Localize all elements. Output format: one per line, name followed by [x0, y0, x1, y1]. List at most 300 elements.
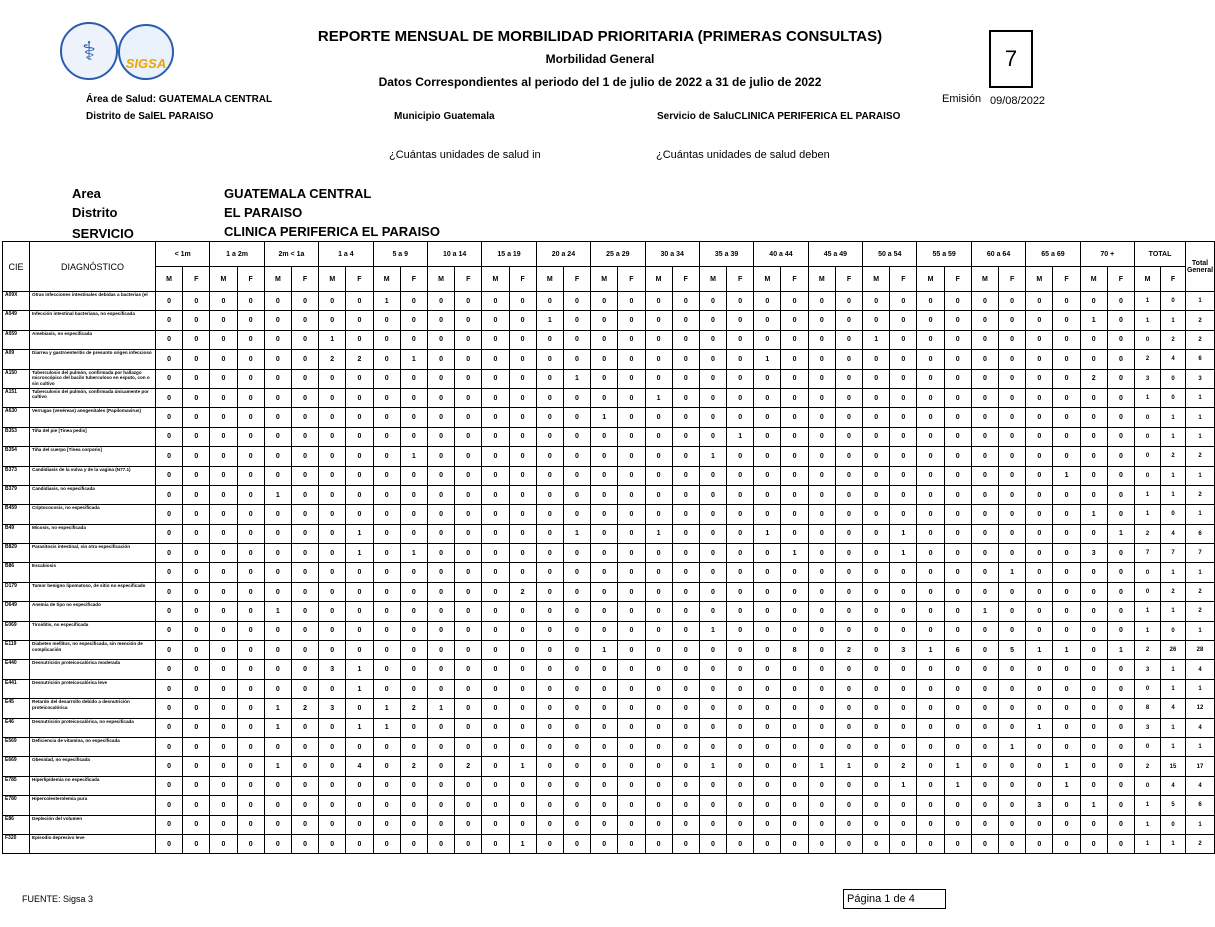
- table-row: [3, 524, 1215, 543]
- count-cell: 0: [808, 737, 835, 756]
- count-cell: 0: [509, 388, 536, 407]
- count-cell: 0: [455, 369, 482, 388]
- count-cell: 2: [319, 350, 346, 369]
- count-cell: 0: [699, 815, 726, 834]
- count-cell: 0: [210, 679, 237, 698]
- count-cell: 0: [237, 679, 264, 698]
- count-cell: 0: [210, 447, 237, 466]
- count-cell: 0: [1107, 350, 1134, 369]
- sex-header-f: F: [455, 267, 482, 292]
- total-cell: 2: [1135, 641, 1161, 660]
- count-cell: 0: [999, 660, 1026, 679]
- count-cell: 0: [156, 408, 183, 427]
- count-cell: 0: [183, 350, 210, 369]
- count-cell: 0: [999, 757, 1026, 776]
- count-cell: 0: [1053, 796, 1080, 815]
- count-cell: 0: [944, 524, 971, 543]
- count-cell: 0: [917, 350, 944, 369]
- count-cell: 0: [536, 544, 563, 563]
- count-cell: 1: [373, 292, 400, 311]
- total-cell: 4: [1161, 699, 1186, 718]
- count-cell: 0: [319, 602, 346, 621]
- count-cell: 0: [373, 834, 400, 853]
- count-cell: 8: [781, 641, 808, 660]
- total-cell: 7: [1161, 544, 1186, 563]
- count-cell: 0: [699, 582, 726, 601]
- count-cell: 0: [509, 350, 536, 369]
- sex-header-f: F: [509, 267, 536, 292]
- count-cell: 0: [971, 621, 998, 640]
- count-cell: 0: [156, 388, 183, 407]
- count-cell: 0: [563, 408, 590, 427]
- count-cell: 0: [645, 582, 672, 601]
- count-cell: 0: [863, 815, 890, 834]
- count-cell: 0: [917, 621, 944, 640]
- count-cell: 0: [264, 776, 291, 795]
- count-cell: 0: [536, 447, 563, 466]
- count-cell: 0: [618, 815, 645, 834]
- diagnosis-text: Tumor benigno lipomatoso, de sitio no especificado: [30, 582, 156, 601]
- count-cell: 0: [1080, 427, 1107, 446]
- cie-code: F320: [3, 834, 30, 853]
- count-cell: 0: [863, 641, 890, 660]
- count-cell: 0: [645, 505, 672, 524]
- count-cell: 0: [482, 350, 509, 369]
- count-cell: 0: [427, 388, 454, 407]
- count-cell: 0: [971, 699, 998, 718]
- count-cell: 0: [1107, 602, 1134, 621]
- count-cell: 0: [754, 602, 781, 621]
- table-row: [3, 447, 1215, 466]
- count-cell: 0: [482, 582, 509, 601]
- count-cell: 0: [699, 641, 726, 660]
- count-cell: 0: [999, 815, 1026, 834]
- count-cell: 0: [264, 350, 291, 369]
- count-cell: 0: [536, 563, 563, 582]
- count-cell: 0: [400, 292, 427, 311]
- count-cell: 1: [699, 447, 726, 466]
- count-cell: 0: [455, 544, 482, 563]
- count-cell: 0: [999, 330, 1026, 349]
- distrito-value: EL PARAISO: [224, 205, 303, 220]
- count-cell: 0: [645, 834, 672, 853]
- count-cell: 0: [291, 485, 318, 504]
- count-cell: 2: [509, 582, 536, 601]
- count-cell: 0: [591, 737, 618, 756]
- count-cell: 0: [563, 350, 590, 369]
- count-cell: 0: [509, 408, 536, 427]
- count-cell: 0: [264, 544, 291, 563]
- count-cell: 0: [237, 737, 264, 756]
- total-cell: 0: [1135, 447, 1161, 466]
- cie-code: A049: [3, 311, 30, 330]
- count-cell: 1: [1107, 524, 1134, 543]
- count-cell: 0: [237, 505, 264, 524]
- count-cell: 0: [890, 447, 917, 466]
- count-cell: 0: [808, 388, 835, 407]
- count-cell: 0: [291, 427, 318, 446]
- count-cell: 0: [863, 796, 890, 815]
- count-cell: 0: [482, 524, 509, 543]
- count-cell: 0: [645, 330, 672, 349]
- count-cell: 0: [427, 796, 454, 815]
- count-cell: 1: [264, 602, 291, 621]
- count-cell: 0: [1026, 466, 1053, 485]
- count-cell: 0: [971, 427, 998, 446]
- count-cell: 0: [754, 582, 781, 601]
- count-cell: 0: [944, 718, 971, 737]
- count-cell: 0: [509, 466, 536, 485]
- count-cell: 0: [373, 641, 400, 660]
- count-cell: 0: [890, 505, 917, 524]
- count-cell: 0: [536, 505, 563, 524]
- cie-header: CIE: [3, 242, 30, 292]
- count-cell: 0: [455, 602, 482, 621]
- sex-header-m: M: [591, 267, 618, 292]
- count-cell: 0: [781, 776, 808, 795]
- count-cell: 0: [618, 796, 645, 815]
- count-cell: 0: [944, 544, 971, 563]
- count-cell: 0: [944, 369, 971, 388]
- count-cell: 1: [400, 544, 427, 563]
- count-cell: 0: [944, 621, 971, 640]
- count-cell: 0: [482, 544, 509, 563]
- total-general-header: Total General: [1186, 242, 1215, 292]
- count-cell: 0: [863, 292, 890, 311]
- total-cell: 7: [1186, 544, 1215, 563]
- count-cell: 0: [591, 796, 618, 815]
- count-cell: 1: [1026, 641, 1053, 660]
- count-cell: 0: [264, 330, 291, 349]
- count-cell: 1: [754, 350, 781, 369]
- count-cell: 0: [591, 485, 618, 504]
- question-units-should: ¿Cuántas unidades de salud deben: [656, 149, 830, 161]
- count-cell: 0: [863, 834, 890, 853]
- count-cell: 0: [264, 427, 291, 446]
- table-row: [3, 582, 1215, 601]
- count-cell: 0: [1053, 621, 1080, 640]
- count-cell: 0: [509, 292, 536, 311]
- sex-header-m: M: [754, 267, 781, 292]
- count-cell: 0: [1026, 815, 1053, 834]
- count-cell: 0: [618, 679, 645, 698]
- table-row: [3, 660, 1215, 679]
- count-cell: 0: [427, 757, 454, 776]
- sex-header-f: F: [944, 267, 971, 292]
- count-cell: 0: [917, 699, 944, 718]
- count-cell: 0: [808, 582, 835, 601]
- count-cell: 0: [781, 796, 808, 815]
- count-cell: 0: [835, 505, 862, 524]
- table-row: [3, 505, 1215, 524]
- age-group-header: 5 a 9: [373, 242, 427, 267]
- count-cell: 0: [863, 544, 890, 563]
- count-cell: 0: [237, 660, 264, 679]
- diagnosis-text: Candidiasis, no especificada: [30, 485, 156, 504]
- count-cell: 0: [509, 524, 536, 543]
- count-cell: 0: [835, 485, 862, 504]
- cie-code: A150: [3, 369, 30, 388]
- count-cell: 0: [482, 757, 509, 776]
- count-cell: 0: [672, 292, 699, 311]
- count-cell: 0: [971, 369, 998, 388]
- count-cell: 0: [509, 485, 536, 504]
- count-cell: 0: [971, 718, 998, 737]
- count-cell: 0: [346, 330, 373, 349]
- count-cell: 0: [699, 505, 726, 524]
- total-cell: 1: [1186, 466, 1215, 485]
- count-cell: 0: [1107, 718, 1134, 737]
- count-cell: 0: [917, 485, 944, 504]
- count-cell: 0: [1080, 699, 1107, 718]
- table-row: [3, 796, 1215, 815]
- count-cell: 0: [183, 718, 210, 737]
- count-cell: 0: [835, 796, 862, 815]
- diagnosis-text: Amebiasis, no especificada: [30, 330, 156, 349]
- count-cell: 0: [373, 776, 400, 795]
- count-cell: 0: [291, 544, 318, 563]
- servicio-value: CLINICA PERIFERICA EL PARAISO: [224, 224, 440, 239]
- count-cell: 0: [618, 311, 645, 330]
- count-cell: 0: [699, 796, 726, 815]
- cie-code: B459: [3, 505, 30, 524]
- count-cell: 0: [509, 815, 536, 834]
- count-cell: 0: [754, 718, 781, 737]
- count-cell: 0: [237, 544, 264, 563]
- count-cell: 0: [999, 602, 1026, 621]
- count-cell: 0: [373, 524, 400, 543]
- count-cell: 0: [1026, 447, 1053, 466]
- count-cell: 0: [237, 815, 264, 834]
- diagnosis-text: Infección intestinal bacteriana, no especificada: [30, 311, 156, 330]
- count-cell: 0: [591, 757, 618, 776]
- cie-code: D649: [3, 602, 30, 621]
- count-cell: 0: [156, 699, 183, 718]
- count-cell: 0: [183, 311, 210, 330]
- count-cell: 0: [754, 563, 781, 582]
- count-cell: 0: [890, 408, 917, 427]
- count-cell: 0: [781, 679, 808, 698]
- count-cell: 0: [699, 388, 726, 407]
- count-cell: 0: [1026, 485, 1053, 504]
- sex-header-m: M: [971, 267, 998, 292]
- count-cell: 0: [591, 776, 618, 795]
- count-cell: 0: [210, 834, 237, 853]
- count-cell: 1: [264, 757, 291, 776]
- sex-header-m: M: [373, 267, 400, 292]
- count-cell: 0: [536, 485, 563, 504]
- count-cell: 0: [156, 485, 183, 504]
- count-cell: 0: [808, 660, 835, 679]
- count-cell: 0: [210, 350, 237, 369]
- count-cell: 0: [536, 292, 563, 311]
- count-cell: 0: [645, 718, 672, 737]
- count-cell: 0: [400, 524, 427, 543]
- count-cell: 0: [237, 602, 264, 621]
- count-cell: 0: [455, 815, 482, 834]
- count-cell: 0: [591, 718, 618, 737]
- total-cell: 6: [1186, 796, 1215, 815]
- count-cell: 0: [1026, 757, 1053, 776]
- count-cell: 0: [509, 563, 536, 582]
- total-cell: 2: [1186, 311, 1215, 330]
- count-cell: 0: [427, 737, 454, 756]
- diagnosis-text: Diarrea y gastroenteritis de presunto origen infeccioso: [30, 350, 156, 369]
- count-cell: 0: [455, 408, 482, 427]
- count-cell: 0: [210, 292, 237, 311]
- count-cell: 0: [400, 660, 427, 679]
- count-cell: 0: [183, 776, 210, 795]
- count-cell: 1: [400, 447, 427, 466]
- count-cell: 3: [319, 660, 346, 679]
- age-group-header: 1 a 2m: [210, 242, 264, 267]
- count-cell: 0: [210, 311, 237, 330]
- total-cell: 5: [1161, 796, 1186, 815]
- count-cell: 0: [455, 582, 482, 601]
- count-cell: 0: [346, 815, 373, 834]
- diagnosis-text: Hipercolesterolemia pura: [30, 796, 156, 815]
- count-cell: 2: [291, 699, 318, 718]
- count-cell: 0: [319, 466, 346, 485]
- count-cell: 0: [727, 621, 754, 640]
- count-cell: 0: [917, 292, 944, 311]
- count-cell: 1: [264, 699, 291, 718]
- count-cell: 0: [672, 621, 699, 640]
- count-cell: 0: [455, 427, 482, 446]
- municipio: Municipio Guatemala: [394, 111, 495, 122]
- count-cell: 0: [237, 582, 264, 601]
- count-cell: 0: [971, 815, 998, 834]
- count-cell: 0: [727, 757, 754, 776]
- count-cell: 0: [754, 485, 781, 504]
- count-cell: 3: [319, 699, 346, 718]
- count-cell: 0: [944, 815, 971, 834]
- report-title: REPORTE MENSUAL DE MORBILIDAD PRIORITARIA (PRIMERAS CONSULTAS): [317, 28, 883, 45]
- count-cell: 0: [482, 485, 509, 504]
- total-cell: 4: [1161, 776, 1186, 795]
- count-cell: 0: [672, 350, 699, 369]
- count-cell: 0: [754, 292, 781, 311]
- count-cell: 0: [727, 408, 754, 427]
- count-cell: 0: [210, 544, 237, 563]
- count-cell: 0: [1026, 311, 1053, 330]
- diagnosis-text: Retardo del desarrollo debido a desnutrición proteicocalórica: [30, 699, 156, 718]
- count-cell: 0: [890, 699, 917, 718]
- total-cell: 1: [1186, 388, 1215, 407]
- total-cell: 1: [1135, 621, 1161, 640]
- count-cell: 0: [781, 621, 808, 640]
- count-cell: 0: [455, 718, 482, 737]
- count-cell: 0: [672, 757, 699, 776]
- count-cell: 0: [1107, 815, 1134, 834]
- count-cell: 0: [672, 466, 699, 485]
- count-cell: 0: [427, 350, 454, 369]
- count-cell: 0: [156, 641, 183, 660]
- count-cell: 0: [210, 582, 237, 601]
- count-cell: 0: [346, 834, 373, 853]
- count-cell: 1: [1080, 796, 1107, 815]
- count-cell: 0: [210, 505, 237, 524]
- count-cell: 0: [645, 563, 672, 582]
- count-cell: 0: [1053, 485, 1080, 504]
- count-cell: 0: [400, 679, 427, 698]
- count-cell: 0: [618, 582, 645, 601]
- count-cell: 0: [373, 796, 400, 815]
- cie-code: E785: [3, 776, 30, 795]
- count-cell: 0: [781, 292, 808, 311]
- count-cell: 0: [1026, 505, 1053, 524]
- sex-header-m: M: [264, 267, 291, 292]
- count-cell: 0: [455, 485, 482, 504]
- count-cell: 0: [618, 369, 645, 388]
- count-cell: 0: [319, 311, 346, 330]
- cie-code: A059: [3, 330, 30, 349]
- count-cell: 0: [672, 834, 699, 853]
- count-cell: 0: [319, 408, 346, 427]
- table-row: [3, 485, 1215, 504]
- age-group-header: 15 a 19: [482, 242, 536, 267]
- count-cell: 0: [156, 524, 183, 543]
- count-cell: 1: [890, 524, 917, 543]
- cie-code: E569: [3, 737, 30, 756]
- count-cell: 1: [645, 388, 672, 407]
- sex-header-m: M: [210, 267, 237, 292]
- count-cell: 0: [156, 718, 183, 737]
- cie-code: E440: [3, 660, 30, 679]
- count-cell: 0: [999, 679, 1026, 698]
- count-cell: 0: [699, 699, 726, 718]
- count-cell: 0: [781, 582, 808, 601]
- count-cell: 0: [808, 427, 835, 446]
- count-cell: 0: [563, 679, 590, 698]
- count-cell: 0: [591, 292, 618, 311]
- sex-header-m: M: [1080, 267, 1107, 292]
- diagnosis-text: Desnutrición proteicocalórica leve: [30, 679, 156, 698]
- count-cell: 0: [482, 563, 509, 582]
- count-cell: 0: [563, 621, 590, 640]
- total-cell: 2: [1161, 582, 1186, 601]
- count-cell: 0: [291, 602, 318, 621]
- count-cell: 0: [917, 524, 944, 543]
- sex-header-f: F: [618, 267, 645, 292]
- count-cell: 0: [727, 350, 754, 369]
- report-period: Datos Correspondientes al periodo del 1 de julio de 2022 a 31 de julio de 2022: [378, 75, 822, 89]
- count-cell: 0: [727, 718, 754, 737]
- count-cell: 0: [645, 350, 672, 369]
- count-cell: 0: [237, 388, 264, 407]
- count-cell: 0: [890, 815, 917, 834]
- count-cell: 0: [645, 699, 672, 718]
- count-cell: 0: [427, 369, 454, 388]
- count-cell: 0: [536, 834, 563, 853]
- count-cell: 0: [999, 427, 1026, 446]
- count-cell: 0: [183, 582, 210, 601]
- count-cell: 0: [754, 311, 781, 330]
- count-cell: 0: [1026, 330, 1053, 349]
- count-cell: 0: [863, 563, 890, 582]
- count-cell: 0: [944, 582, 971, 601]
- count-cell: 0: [563, 311, 590, 330]
- count-cell: 0: [264, 369, 291, 388]
- count-cell: 0: [917, 563, 944, 582]
- question-units-in: ¿Cuántas unidades de salud in: [389, 149, 541, 161]
- cie-code: B373: [3, 466, 30, 485]
- count-cell: 0: [156, 330, 183, 349]
- count-cell: 1: [917, 641, 944, 660]
- count-cell: 0: [971, 388, 998, 407]
- table-row: [3, 350, 1215, 369]
- count-cell: 0: [1107, 388, 1134, 407]
